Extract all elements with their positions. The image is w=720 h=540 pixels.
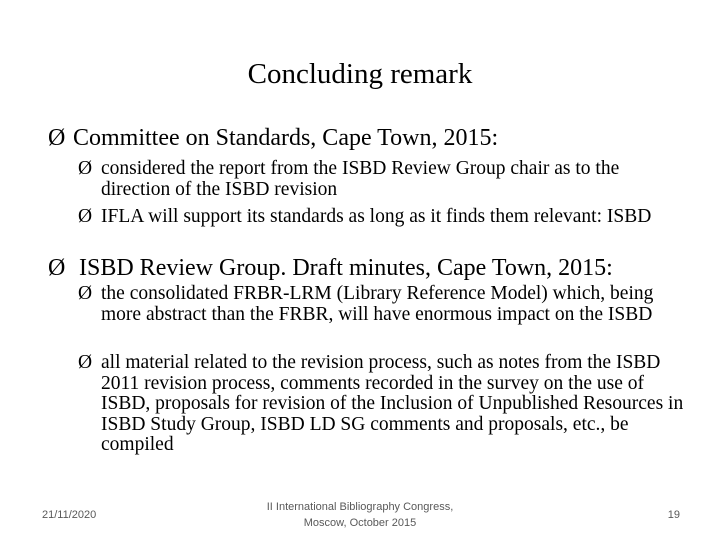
- bullet-isbd-review-group: [48, 254, 698, 282]
- sub-bullet-frbr-lrm: [78, 284, 690, 325]
- arrow-bullet-icon: Ø: [78, 158, 93, 179]
- arrow-bullet-icon: Ø: [78, 206, 93, 227]
- sub-bullet-text: IFLA will support its standards as long as it finds them relevant: ISBD: [101, 206, 652, 227]
- arrow-bullet-icon: Ø: [48, 255, 66, 281]
- sub-bullet-text: considered the report from the ISBD Review Group chair as to the direction of the ISBD revision: [101, 158, 620, 200]
- page-number: 19: [667, 509, 680, 521]
- bullet-text: ISBD Review Group. Draft minutes, Cape Town, 2015:: [73, 255, 613, 281]
- sub-bullet-text: all material related to the revision process, such as notes from the ISBD 2011 revision process, comments recorded in the survey on the use of ISBD, proposals for revision of the Inclusion of Unpublished Resources in ISBD Study Group, ISBD LD SG comments and proposals, etc., be compiled: [101, 352, 684, 455]
- sub-bullet-ifla-support: [78, 207, 690, 228]
- slide-title: Concluding remark: [247, 58, 473, 90]
- footer-event-line2: Moscow, October 2015: [303, 517, 417, 529]
- arrow-bullet-icon: Ø: [48, 125, 66, 151]
- footer-date: 21/11/2020: [42, 509, 97, 521]
- bullet-text: Committee on Standards, Cape Town, 2015:: [73, 125, 499, 151]
- arrow-bullet-icon: Ø: [78, 283, 93, 304]
- sub-bullet-considered-report: [78, 159, 690, 200]
- sub-bullet-all-material: [78, 353, 690, 456]
- footer-event: [240, 499, 480, 531]
- footer-event-line1: II International Bibliography Congress,: [266, 501, 454, 513]
- arrow-bullet-icon: Ø: [78, 352, 93, 373]
- bullet-committee-on-standards: [48, 124, 698, 152]
- sub-bullet-text: the consolidated FRBR-LRM (Library Reference Model) which, being more abstract than the FRBR, will have enormous impact on the ISBD: [101, 283, 654, 325]
